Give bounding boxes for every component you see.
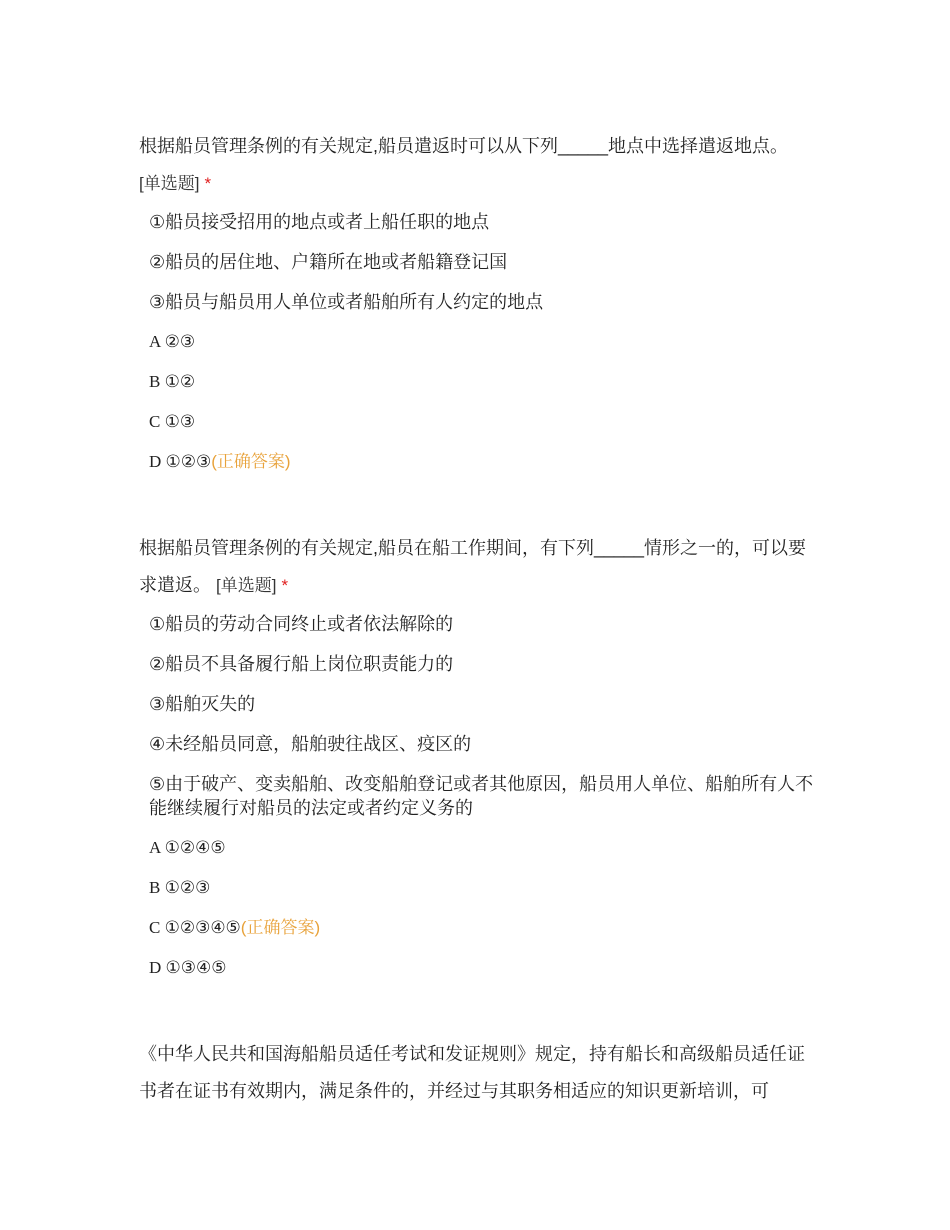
statement-item: ①船员的劳动合同终止或者依法解除的 bbox=[149, 614, 454, 634]
question-type-label: [单选题] bbox=[139, 174, 200, 193]
question-3 bbox=[139, 1036, 819, 1110]
choice-option-a[interactable] bbox=[149, 828, 819, 868]
choice-text: ①②③④⑤ bbox=[164, 918, 241, 937]
statement-list bbox=[139, 202, 819, 322]
choice-letter: C bbox=[149, 412, 161, 431]
statement-item: ①船员接受招用的地点或者上船任职的地点 bbox=[149, 212, 490, 232]
choice-text: ①②④⑤ bbox=[164, 838, 226, 857]
correct-answer-mark: (正确答案) bbox=[240, 918, 321, 937]
statement-item: ③船员与船员用人单位或者船舶所有人约定的地点 bbox=[149, 292, 544, 312]
choice-option-d[interactable] bbox=[149, 442, 819, 482]
choice-text: ①③④⑤ bbox=[165, 958, 227, 977]
question-title bbox=[139, 530, 819, 604]
required-mark: * bbox=[281, 576, 289, 595]
statement-item: ④未经船员同意，船舶驶往战区、疫区的 bbox=[149, 734, 472, 754]
question-text: 《中华人民共和国海船船员适任考试和发证规则》规定，持有船长和高级船员适任证书者在证书有效期内，满足条件的，并经过与其职务相适应的知识更新培训，可 bbox=[139, 1044, 805, 1101]
choice-option-c[interactable] bbox=[149, 908, 819, 948]
question-2 bbox=[139, 530, 819, 988]
statement-list bbox=[139, 604, 819, 828]
choice-text: ①②③ bbox=[165, 452, 212, 471]
choice-list bbox=[139, 322, 819, 482]
choice-text: ②③ bbox=[164, 332, 196, 351]
correct-answer-mark: (正确答案) bbox=[211, 452, 291, 471]
statement-item: ⑤由于破产、变卖船舶、改变船舶登记或者其他原因，船员用人单位、船舶所有人不能继续履行对船员的法定或者约定义务的 bbox=[149, 774, 814, 818]
choice-option-b[interactable] bbox=[149, 362, 819, 402]
choice-letter: A bbox=[149, 332, 161, 351]
question-1 bbox=[139, 128, 819, 482]
required-mark: * bbox=[204, 174, 212, 193]
choice-letter: D bbox=[149, 452, 162, 471]
choice-text: ①③ bbox=[164, 412, 196, 431]
question-type-label: [单选题] bbox=[216, 576, 277, 595]
choice-text: ①②③ bbox=[164, 878, 211, 897]
choice-list bbox=[139, 828, 819, 988]
choice-option-c[interactable] bbox=[149, 402, 819, 442]
survey-page bbox=[139, 128, 819, 1158]
choice-letter: B bbox=[149, 372, 161, 391]
statement-item: ③船舶灭失的 bbox=[149, 694, 256, 714]
choice-option-d[interactable] bbox=[149, 948, 819, 988]
choice-option-a[interactable] bbox=[149, 322, 819, 362]
question-text: 根据船员管理条例的有关规定,船员在船工作期间，有下列_____情形之一的，可以要求遣返。 bbox=[139, 538, 807, 595]
question-title bbox=[139, 1036, 819, 1110]
choice-option-b[interactable] bbox=[149, 868, 819, 908]
choice-letter: C bbox=[149, 918, 161, 937]
question-text: 根据船员管理条例的有关规定,船员遣返时可以从下列_____地点中选择遣返地点。 bbox=[139, 136, 789, 156]
statement-item: ②船员不具备履行船上岗位职责能力的 bbox=[149, 654, 454, 674]
choice-letter: D bbox=[149, 958, 162, 977]
choice-letter: A bbox=[149, 838, 161, 857]
question-title bbox=[139, 128, 819, 202]
choice-text: ①② bbox=[164, 372, 196, 391]
statement-item: ②船员的居住地、户籍所在地或者船籍登记国 bbox=[149, 252, 508, 272]
choice-letter: B bbox=[149, 878, 161, 897]
